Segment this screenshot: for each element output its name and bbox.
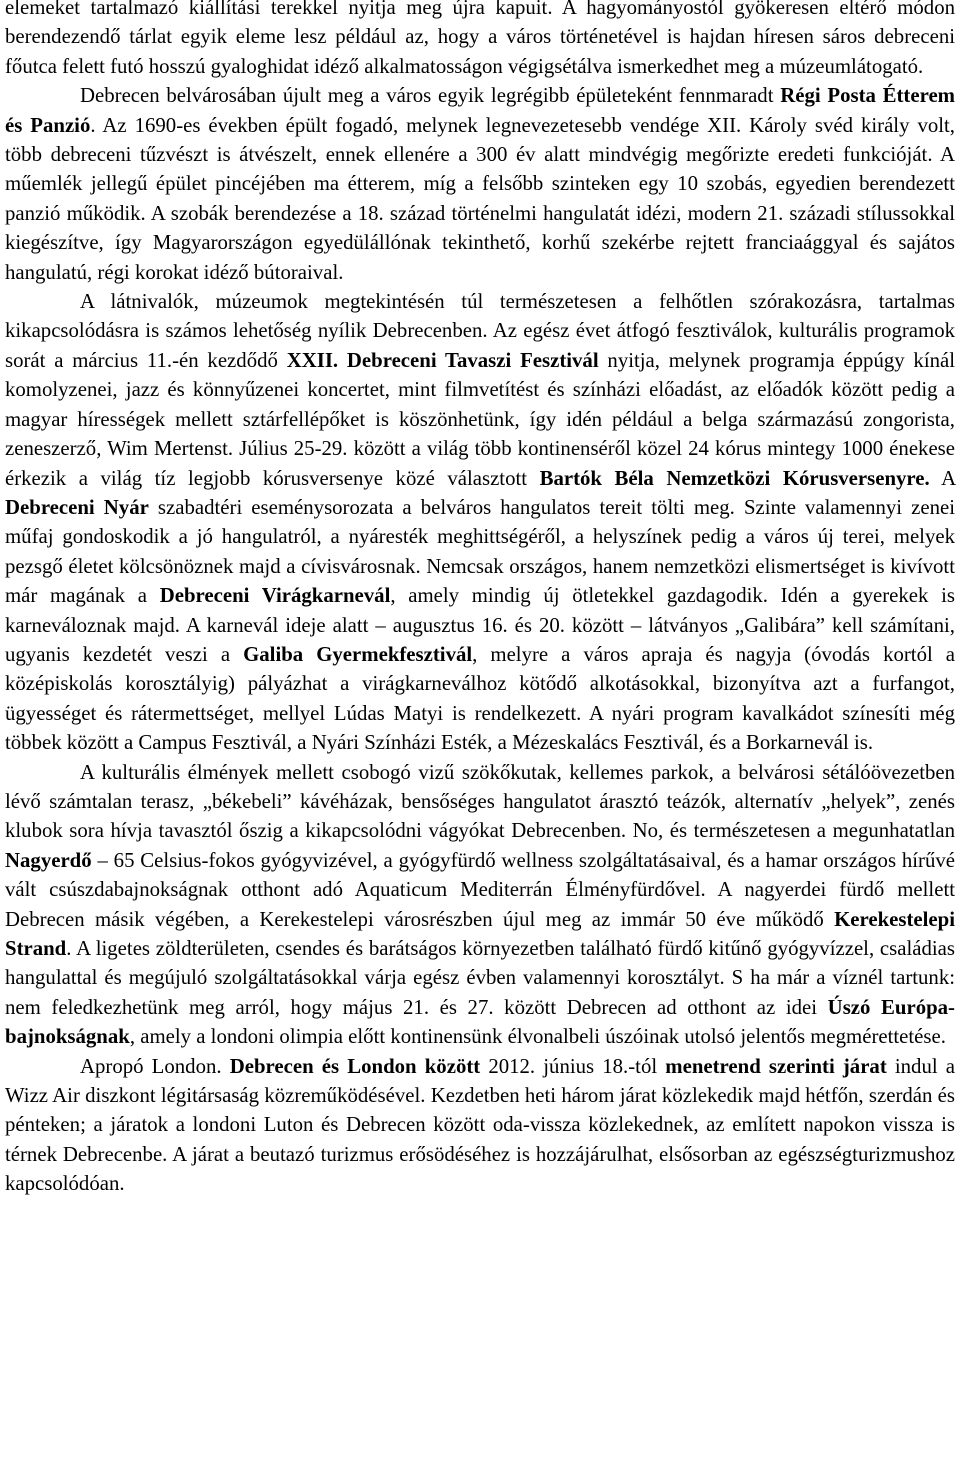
document-page — [5, 0, 955, 1199]
text-run: . Az 1690-es években épült fogadó, melynek legnevezetesebb vendége XII. Károly svéd király volt, több debreceni tűzvészt is átvészelt, ennek ellenére a 300 év alatt mindvégig megőrizte eredeti funkcióját. A műemlék jellegű épület pincéjében ma étterem, míg a felsőbb szinteken egy 10 szobás, egyedien berendezett panzió működik. A szobák berendezése a 18. század történelmi hangulatát idézi, modern 21. századi stílussokkal kiegészítve, így Magyarországon egyedülállónak tekinthető, korhű szekérbe rejtett franciaággyal és sajátos hangulatú, régi korokat idéző bútoraival. — [5, 113, 955, 284]
bold-text-run: Galiba Gyermekfesztivál — [243, 642, 473, 666]
paragraph — [5, 0, 955, 81]
bold-text-run: Úszó Európa-bajnokságnak — [5, 995, 955, 1049]
text-run: A kulturális élmények mellett csobogó vizű szökőkutak, kellemes parkok, a belvárosi sétálóövezetben lévő számtalan terasz, „békebeli” kávéházak, bensőséges hangulatot árasztó teázók, alternatív „helyek”, zenés klubok sora hívja tavasztól őszig a kikapcsolódni vágyókat Debrecenben. No, és természetesen a megunhatatlan — [5, 760, 955, 843]
bold-text-run: Nagyerdő — [5, 848, 92, 872]
text-run: nyitja, melynek programja éppúgy kínál komolyzenei, jazz és könnyűzenei koncertet, mint filmvetítést és színházi előadást, az előadók között pedig a magyar hírességek mellett sztárfellépőket is köszönhetünk, így idén például a belga származású zongorista, zeneszerző, Wim Mertenst. Július 25-29. között a világ több kontinenséről közel 24 kórus mintegy 1000 énekese érkezik a világ tíz legjobb kórusversenye közé választott — [5, 348, 956, 490]
paragraph — [5, 81, 955, 287]
text-run: – 65 Celsius-fokos gyógyvizével, a gyógyfürdő wellness szolgáltatásaival, és a hamar országos hírűvé vált csúszdabajnokságnak otthont adó Aquaticum Mediterrán Élményfürdővel. A nagyerdei fürdő mellett Debrecen másik végében, a Kerekestelepi városrészben újul meg az immár 50 éve működő — [5, 848, 955, 931]
bold-text-run: Debreceni Virágkarnevál — [159, 584, 391, 608]
text-run: 2012. június 18.-tól — [480, 1054, 666, 1078]
text-run: Debrecen belvárosában újult meg a város egyik legrégibb épületeként fennmaradt — [80, 84, 781, 108]
bold-text-run: Kerekestelepi Strand — [5, 907, 955, 960]
text-run: , melyre a város apraja és nagyja (óvodás kortól a középiskolás korosztályig) pályázhat a virágkarneválhoz kötődő alkotásokkal, bizonyítva azt a furfangot, ügyességet és rátermettséget, mellyel Lúdas Matyi is rendelkezett. A nyári program kavalkádot színesíti még többek között a Campus Fesztivál, a Nyári Színházi Esték, a Mézeskalács Fesztivál, és a Borkarnevál is. — [5, 642, 956, 755]
text-run: szabadtéri eseménysorozata a belváros hangulatos tereit tölti meg. Szinte valamennyi zenei műfaj gondoskodik a jó hangulatról, a nyáresték meghittségéről, a helyszínek pedig a város új terei, melyek pezsgő életet kölcsönöznek majd a cívisvárosnak. Nemcsak országos, hanem nemzetközi elismertséget is kivívott már magának a — [5, 495, 955, 608]
text-run: , amely a londoni olimpia előtt kontinensünk élvonalbeli úszóinak utolsó jelentős megmérettetése. — [129, 1025, 946, 1049]
text-run: Apropó London. — [80, 1054, 230, 1078]
paragraph — [5, 758, 955, 1052]
bold-text-run: Bartók Béla Nemzetközi Kórusversenyre. — [539, 466, 930, 490]
paragraph — [5, 287, 955, 758]
bold-text-run: Régi Posta Étterem és Panzió — [5, 84, 955, 137]
bold-text-run: XXII. Debreceni Tavaszi Fesztivál — [286, 348, 599, 372]
text-run: elemeket tartalmazó kiállítási terekkel nyitja meg újra kapuit. A hagyományostól gyökeresen eltérő módon berendezendő tárlat egyik eleme lesz például az, hogy a város történetével is hajdan híresen sáros debreceni főutca felett futó hosszú gyaloghidat idéző alkalmatosságon végigsétálva ismerkedhet meg a múzeumlátogató. — [5, 0, 955, 78]
text-run: indul a Wizz Air diszkont légitársaság közreműködésével. Kezdetben heti három járat közlekedik majd hétfőn, szerdán és pénteken; a járatok a londoni Luton és Debrecen között oda-vissza közlekednek, az említett napokon vissza is térnek Debrecenbe. A járat a beutazó turizmus erősödéséhez is hozzájárulhat, elsősorban az egészségturizmushoz kapcsolódóan. — [5, 1054, 956, 1196]
text-run: . A ligetes zöldterületen, csendes és barátságos környezetben található fürdő kitűnő gyógyvízzel, családias hangulattal és megújuló szolgáltatásokkal várja egész évben valamennyi korosztályt. S ha már a víznél tartunk: nem feledkezhetünk meg arról, hogy május 21. és 27. között Debrecen ad otthont az idei — [5, 937, 955, 1019]
bold-text-run: Debrecen és London között — [229, 1054, 481, 1078]
text-run: A látnivalók, múzeumok megtekintésén túl természetesen a felhőtlen szórakozásra, tartalmas kikapcsolódásra is számos lehetőség nyílik Debrecenben. Az egész évet átfogó fesztiválok, kulturális programok sorát a március 11.-én kezdődő — [5, 290, 955, 372]
text-run: A — [929, 466, 955, 490]
paragraph — [5, 1052, 955, 1199]
bold-text-run: Debreceni Nyár — [5, 495, 149, 519]
bold-text-run: menetrend szerinti járat — [665, 1054, 887, 1078]
text-run: , amely mindig új ötletekkel gazdagodik. Idén a gyerekek is karneváloznak majd. A karnevál ideje alatt – augusztus 16. és 20. között – látványos „Galibára” kell számítani, ugyanis kezdetét veszi a — [5, 584, 955, 666]
